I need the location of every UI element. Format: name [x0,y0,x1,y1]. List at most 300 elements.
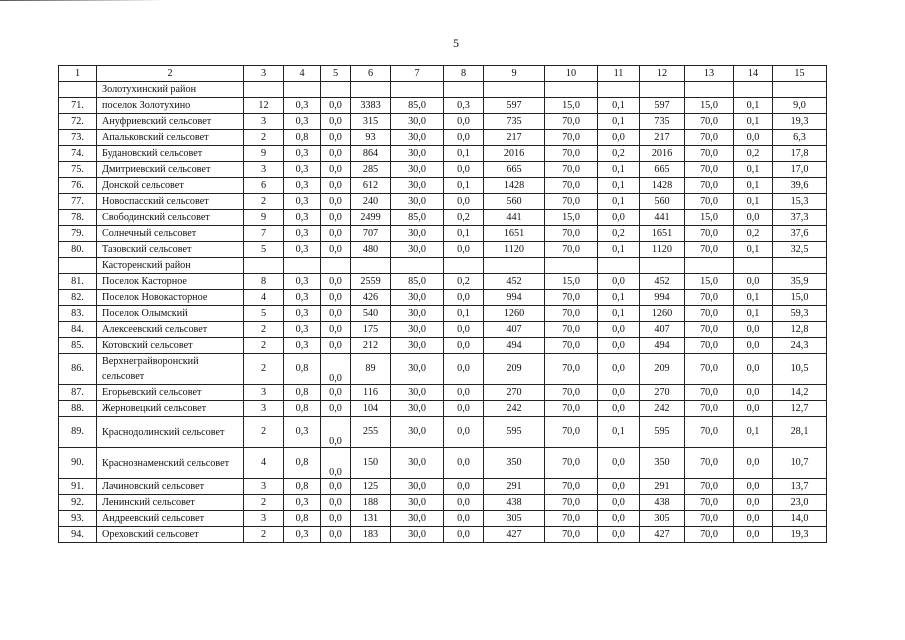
table-cell: 23,0 [773,495,827,511]
table-cell: 15,0 [685,98,734,114]
table-cell: 37,6 [773,226,827,242]
table-cell: 70,0 [545,178,598,194]
table-cell: 70,0 [685,306,734,322]
table-cell: 35,9 [773,274,827,290]
row-number: 73. [59,130,97,146]
row-number: 80. [59,242,97,258]
column-header: 2 [97,66,244,82]
row-number: 94. [59,527,97,543]
table-cell: 0,0 [444,495,484,511]
table-cell: 0,0 [321,527,351,543]
table-cell: 291 [484,479,545,495]
data-table [58,65,827,543]
table-cell: 209 [484,354,545,385]
table-row [59,479,827,495]
table-cell: 305 [640,511,685,527]
table-cell: 30,0 [391,511,444,527]
table-cell: 0,1 [444,178,484,194]
table-cell: 0,0 [734,401,773,417]
table-cell: 30,0 [391,495,444,511]
table-cell: 0,1 [444,226,484,242]
table-cell: 0,0 [321,98,351,114]
table-cell: 70,0 [685,178,734,194]
column-header: 8 [444,66,484,82]
table-cell: 441 [484,210,545,226]
table-cell: 0,0 [321,448,351,479]
table-row [59,130,827,146]
table-cell: 0,0 [444,290,484,306]
table-row [59,527,827,543]
table-cell: 70,0 [545,385,598,401]
table-cell: 0,0 [321,114,351,130]
table-cell: 70,0 [685,322,734,338]
table-cell: 735 [484,114,545,130]
table-cell: 183 [351,527,391,543]
table-cell: 30,0 [391,479,444,495]
table-cell: 0,3 [284,162,321,178]
table-cell: 0,1 [598,178,640,194]
table-cell: 0,0 [598,322,640,338]
row-number: 89. [59,417,97,448]
settlement-name: Тазовский сельсовет [97,242,244,258]
table-cell: 0,0 [321,146,351,162]
table-cell: 70,0 [545,146,598,162]
table-cell: 70,0 [545,114,598,130]
table-cell: 2 [244,338,284,354]
settlement-name: Верхнеграйворонский сельсовет [97,354,244,385]
table-cell: 70,0 [685,194,734,210]
table-cell: 255 [351,417,391,448]
row-number: 75. [59,162,97,178]
column-header: 14 [734,66,773,82]
table-cell: 30,0 [391,242,444,258]
table-cell: 0,2 [734,226,773,242]
table-cell: 0,3 [284,306,321,322]
table-cell: 5 [244,242,284,258]
table-cell [244,82,284,98]
table-cell: 0,1 [734,114,773,130]
table-cell: 0,0 [444,448,484,479]
table-cell [351,82,391,98]
table-cell: 407 [484,322,545,338]
table-cell: 15,0 [545,210,598,226]
table-cell: 15,0 [545,98,598,114]
table-cell: 0,0 [598,527,640,543]
table-cell: 0,3 [284,242,321,258]
table-cell: 89 [351,354,391,385]
table-cell: 1120 [640,242,685,258]
table-cell: 0,0 [734,385,773,401]
table-cell: 15,3 [773,194,827,210]
table-row [59,495,827,511]
table-cell [351,258,391,274]
table-cell: 70,0 [685,401,734,417]
table-cell: 70,0 [545,226,598,242]
table-cell: 3 [244,401,284,417]
row-number: 86. [59,354,97,385]
table-row [59,322,827,338]
table-cell: 0,1 [734,162,773,178]
table-cell: 597 [640,98,685,114]
table-cell: 0,3 [284,527,321,543]
table-cell: 0,2 [734,146,773,162]
table-cell: 240 [351,194,391,210]
table-cell: 0,0 [321,130,351,146]
table-cell: 0,0 [444,114,484,130]
settlement-name: Котовский сельсовет [97,338,244,354]
table-cell: 70,0 [685,162,734,178]
table-cell: 0,0 [321,495,351,511]
table-cell: 0,0 [444,511,484,527]
table-cell: 270 [640,385,685,401]
table-cell: 70,0 [685,385,734,401]
column-header: 15 [773,66,827,82]
table-cell [685,82,734,98]
table-cell: 212 [351,338,391,354]
table-cell: 0,3 [284,210,321,226]
table-cell: 13,7 [773,479,827,495]
table-row [59,98,827,114]
table-cell: 209 [640,354,685,385]
table-cell: 12 [244,98,284,114]
table-cell: 10,7 [773,448,827,479]
table-cell: 1120 [484,242,545,258]
table-cell: 0,1 [444,306,484,322]
table-cell: 2 [244,527,284,543]
table-cell [598,82,640,98]
table-cell: 350 [484,448,545,479]
table-cell: 3383 [351,98,391,114]
table-cell: 0,3 [284,114,321,130]
table-cell: 285 [351,162,391,178]
table-cell: 0,0 [321,511,351,527]
table-row [59,417,827,448]
settlement-name: Андреевский сельсовет [97,511,244,527]
table-cell: 30,0 [391,401,444,417]
table-cell: 15,0 [773,290,827,306]
table-cell: 0,0 [321,306,351,322]
district-row [59,82,827,98]
table-cell: 2499 [351,210,391,226]
table-cell [284,82,321,98]
table-cell: 9 [244,210,284,226]
table-cell: 0,1 [598,290,640,306]
table-cell: 0,8 [284,130,321,146]
settlement-name: Апальковский сельсовет [97,130,244,146]
table-cell: 70,0 [545,448,598,479]
table-cell: 0,3 [284,417,321,448]
table-cell: 19,3 [773,527,827,543]
table-cell: 19,3 [773,114,827,130]
table-cell: 707 [351,226,391,242]
table-cell: 12,7 [773,401,827,417]
table-cell: 30,0 [391,146,444,162]
table-cell: 0,0 [321,162,351,178]
table-cell: 0,1 [444,146,484,162]
column-header: 6 [351,66,391,82]
district-name: Касторенский район [97,258,244,274]
table-cell [773,258,827,274]
table-cell: 494 [640,338,685,354]
table-cell: 0,0 [321,274,351,290]
page-number: 5 [453,36,459,50]
table-cell: 70,0 [685,114,734,130]
table-cell: 0,1 [598,194,640,210]
table-cell: 37,3 [773,210,827,226]
table-cell: 70,0 [685,338,734,354]
table-cell: 452 [640,274,685,290]
table-cell: 0,3 [284,322,321,338]
row-number: 78. [59,210,97,226]
table-cell: 0,0 [444,401,484,417]
table-cell: 70,0 [685,242,734,258]
row-number: 79. [59,226,97,242]
table-cell: 291 [640,479,685,495]
table-cell: 0,1 [598,242,640,258]
table-cell: 426 [351,290,391,306]
table-row [59,178,827,194]
table-cell: 427 [484,527,545,543]
table-row [59,338,827,354]
table-cell: 0,0 [444,130,484,146]
table-cell: 0,3 [444,98,484,114]
settlement-name: Лачиновский сельсовет [97,479,244,495]
table-cell: 0,8 [284,401,321,417]
table-cell: 0,0 [734,511,773,527]
table-cell: 0,1 [734,290,773,306]
row-number: 91. [59,479,97,495]
table-cell [444,258,484,274]
table-cell: 70,0 [545,130,598,146]
table-cell: 0,0 [321,385,351,401]
settlement-name: Новоспасский сельсовет [97,194,244,210]
table-cell: 0,3 [284,226,321,242]
table-cell [598,258,640,274]
table-cell: 0,0 [321,194,351,210]
table-cell: 0,1 [734,194,773,210]
table-cell: 85,0 [391,274,444,290]
table-cell: 438 [640,495,685,511]
table-cell: 1428 [484,178,545,194]
table-cell: 595 [484,417,545,448]
column-header: 7 [391,66,444,82]
table-cell: 242 [640,401,685,417]
table-cell: 70,0 [685,448,734,479]
settlement-name: Жерновецкий сельсовет [97,401,244,417]
table-cell: 9,0 [773,98,827,114]
table-cell: 85,0 [391,210,444,226]
table-cell: 0,0 [598,354,640,385]
table-row [59,511,827,527]
settlement-name: Солнечный сельсовет [97,226,244,242]
table-cell [734,82,773,98]
table-cell: 0,0 [321,479,351,495]
row-number: 83. [59,306,97,322]
table-cell: 315 [351,114,391,130]
table-cell: 0,0 [444,242,484,258]
table-cell: 0,1 [598,306,640,322]
row-number: 74. [59,146,97,162]
table-cell [734,258,773,274]
column-header: 5 [321,66,351,82]
table-cell: 0,0 [321,210,351,226]
table-cell: 70,0 [545,242,598,258]
table-cell [640,258,685,274]
table-cell: 0,0 [734,322,773,338]
settlement-name: Свободинский сельсовет [97,210,244,226]
table-cell: 0,1 [598,114,640,130]
table-cell: 0,3 [284,290,321,306]
table-cell: 14,2 [773,385,827,401]
table-cell: 6,3 [773,130,827,146]
settlement-name: Донской сельсовет [97,178,244,194]
table-cell: 0,0 [321,354,351,385]
table-cell: 0,2 [444,274,484,290]
table-cell: 595 [640,417,685,448]
table-cell: 8 [244,274,284,290]
table-cell: 116 [351,385,391,401]
table-cell: 0,0 [444,338,484,354]
table-cell: 30,0 [391,306,444,322]
table-cell: 0,0 [734,354,773,385]
table-cell: 665 [640,162,685,178]
table-cell: 217 [484,130,545,146]
table-cell: 2 [244,417,284,448]
table-cell: 70,0 [685,290,734,306]
table-cell: 0,0 [321,338,351,354]
settlement-name: Егорьевский сельсовет [97,385,244,401]
table-row [59,354,827,385]
table-cell: 30,0 [391,114,444,130]
table-cell: 305 [484,511,545,527]
table-cell: 217 [640,130,685,146]
table-cell: 3 [244,114,284,130]
settlement-name: Ленинский сельсовет [97,495,244,511]
column-header: 10 [545,66,598,82]
scan-edge-line [0,0,905,7]
table-cell: 70,0 [545,322,598,338]
table-cell: 17,8 [773,146,827,162]
table-cell [391,258,444,274]
table-cell: 30,0 [391,162,444,178]
table-row [59,448,827,479]
table-cell: 0,0 [734,495,773,511]
table-cell: 70,0 [545,401,598,417]
table-cell: 452 [484,274,545,290]
table-cell: 0,0 [321,417,351,448]
table-cell: 32,5 [773,242,827,258]
column-header: 3 [244,66,284,82]
table-row [59,401,827,417]
table-cell: 4 [244,448,284,479]
table-cell: 0,8 [284,385,321,401]
table-cell: 0,0 [598,130,640,146]
table-cell: 0,1 [734,178,773,194]
row-number: 88. [59,401,97,417]
table-cell [321,258,351,274]
row-number: 92. [59,495,97,511]
table-cell: 188 [351,495,391,511]
table-cell: 0,8 [284,448,321,479]
table-row [59,306,827,322]
table-cell: 15,0 [685,274,734,290]
row-number: 76. [59,178,97,194]
table-cell [59,258,97,274]
row-number: 71. [59,98,97,114]
table-cell: 0,8 [284,511,321,527]
table-cell: 0,0 [444,354,484,385]
table-cell: 0,8 [284,479,321,495]
table-cell: 30,0 [391,448,444,479]
table-cell: 0,0 [734,479,773,495]
table-cell: 1260 [484,306,545,322]
table-cell: 30,0 [391,226,444,242]
table-cell: 131 [351,511,391,527]
table-cell: 1651 [640,226,685,242]
table-cell: 0,3 [284,98,321,114]
settlement-name: поселок Золотухино [97,98,244,114]
table-cell: 30,0 [391,178,444,194]
row-number: 87. [59,385,97,401]
table-cell: 994 [640,290,685,306]
table-cell: 2 [244,130,284,146]
table-cell: 93 [351,130,391,146]
table-cell: 0,0 [598,210,640,226]
table-cell: 30,0 [391,194,444,210]
table-cell: 30,0 [391,290,444,306]
table-cell: 70,0 [685,511,734,527]
table-cell: 494 [484,338,545,354]
table-cell: 441 [640,210,685,226]
table-cell: 30,0 [391,385,444,401]
table-cell: 70,0 [545,354,598,385]
table-row [59,226,827,242]
table-cell [484,258,545,274]
table-cell: 2 [244,354,284,385]
table-cell: 14,0 [773,511,827,527]
table-cell: 0,0 [734,527,773,543]
table-cell: 0,0 [444,194,484,210]
table-cell: 39,6 [773,178,827,194]
row-number: 77. [59,194,97,210]
district-row [59,258,827,274]
table-cell: 2 [244,322,284,338]
row-number: 84. [59,322,97,338]
table-cell: 30,0 [391,338,444,354]
table-cell: 350 [640,448,685,479]
table-cell: 3 [244,479,284,495]
table-cell [244,258,284,274]
table-cell: 1260 [640,306,685,322]
table-cell: 17,0 [773,162,827,178]
table-cell: 0,0 [444,385,484,401]
table-cell: 70,0 [545,338,598,354]
table-cell: 0,0 [321,242,351,258]
table-cell [545,258,598,274]
table-cell: 0,0 [321,401,351,417]
table-cell [685,258,734,274]
table-cell: 70,0 [545,194,598,210]
table-cell: 3 [244,511,284,527]
settlement-name: Поселок Касторное [97,274,244,290]
table-cell: 70,0 [685,226,734,242]
table-cell: 70,0 [545,527,598,543]
table-cell: 0,2 [598,226,640,242]
table-cell: 70,0 [545,511,598,527]
header-row [59,66,827,82]
table-cell: 30,0 [391,322,444,338]
table-cell: 0,3 [284,146,321,162]
